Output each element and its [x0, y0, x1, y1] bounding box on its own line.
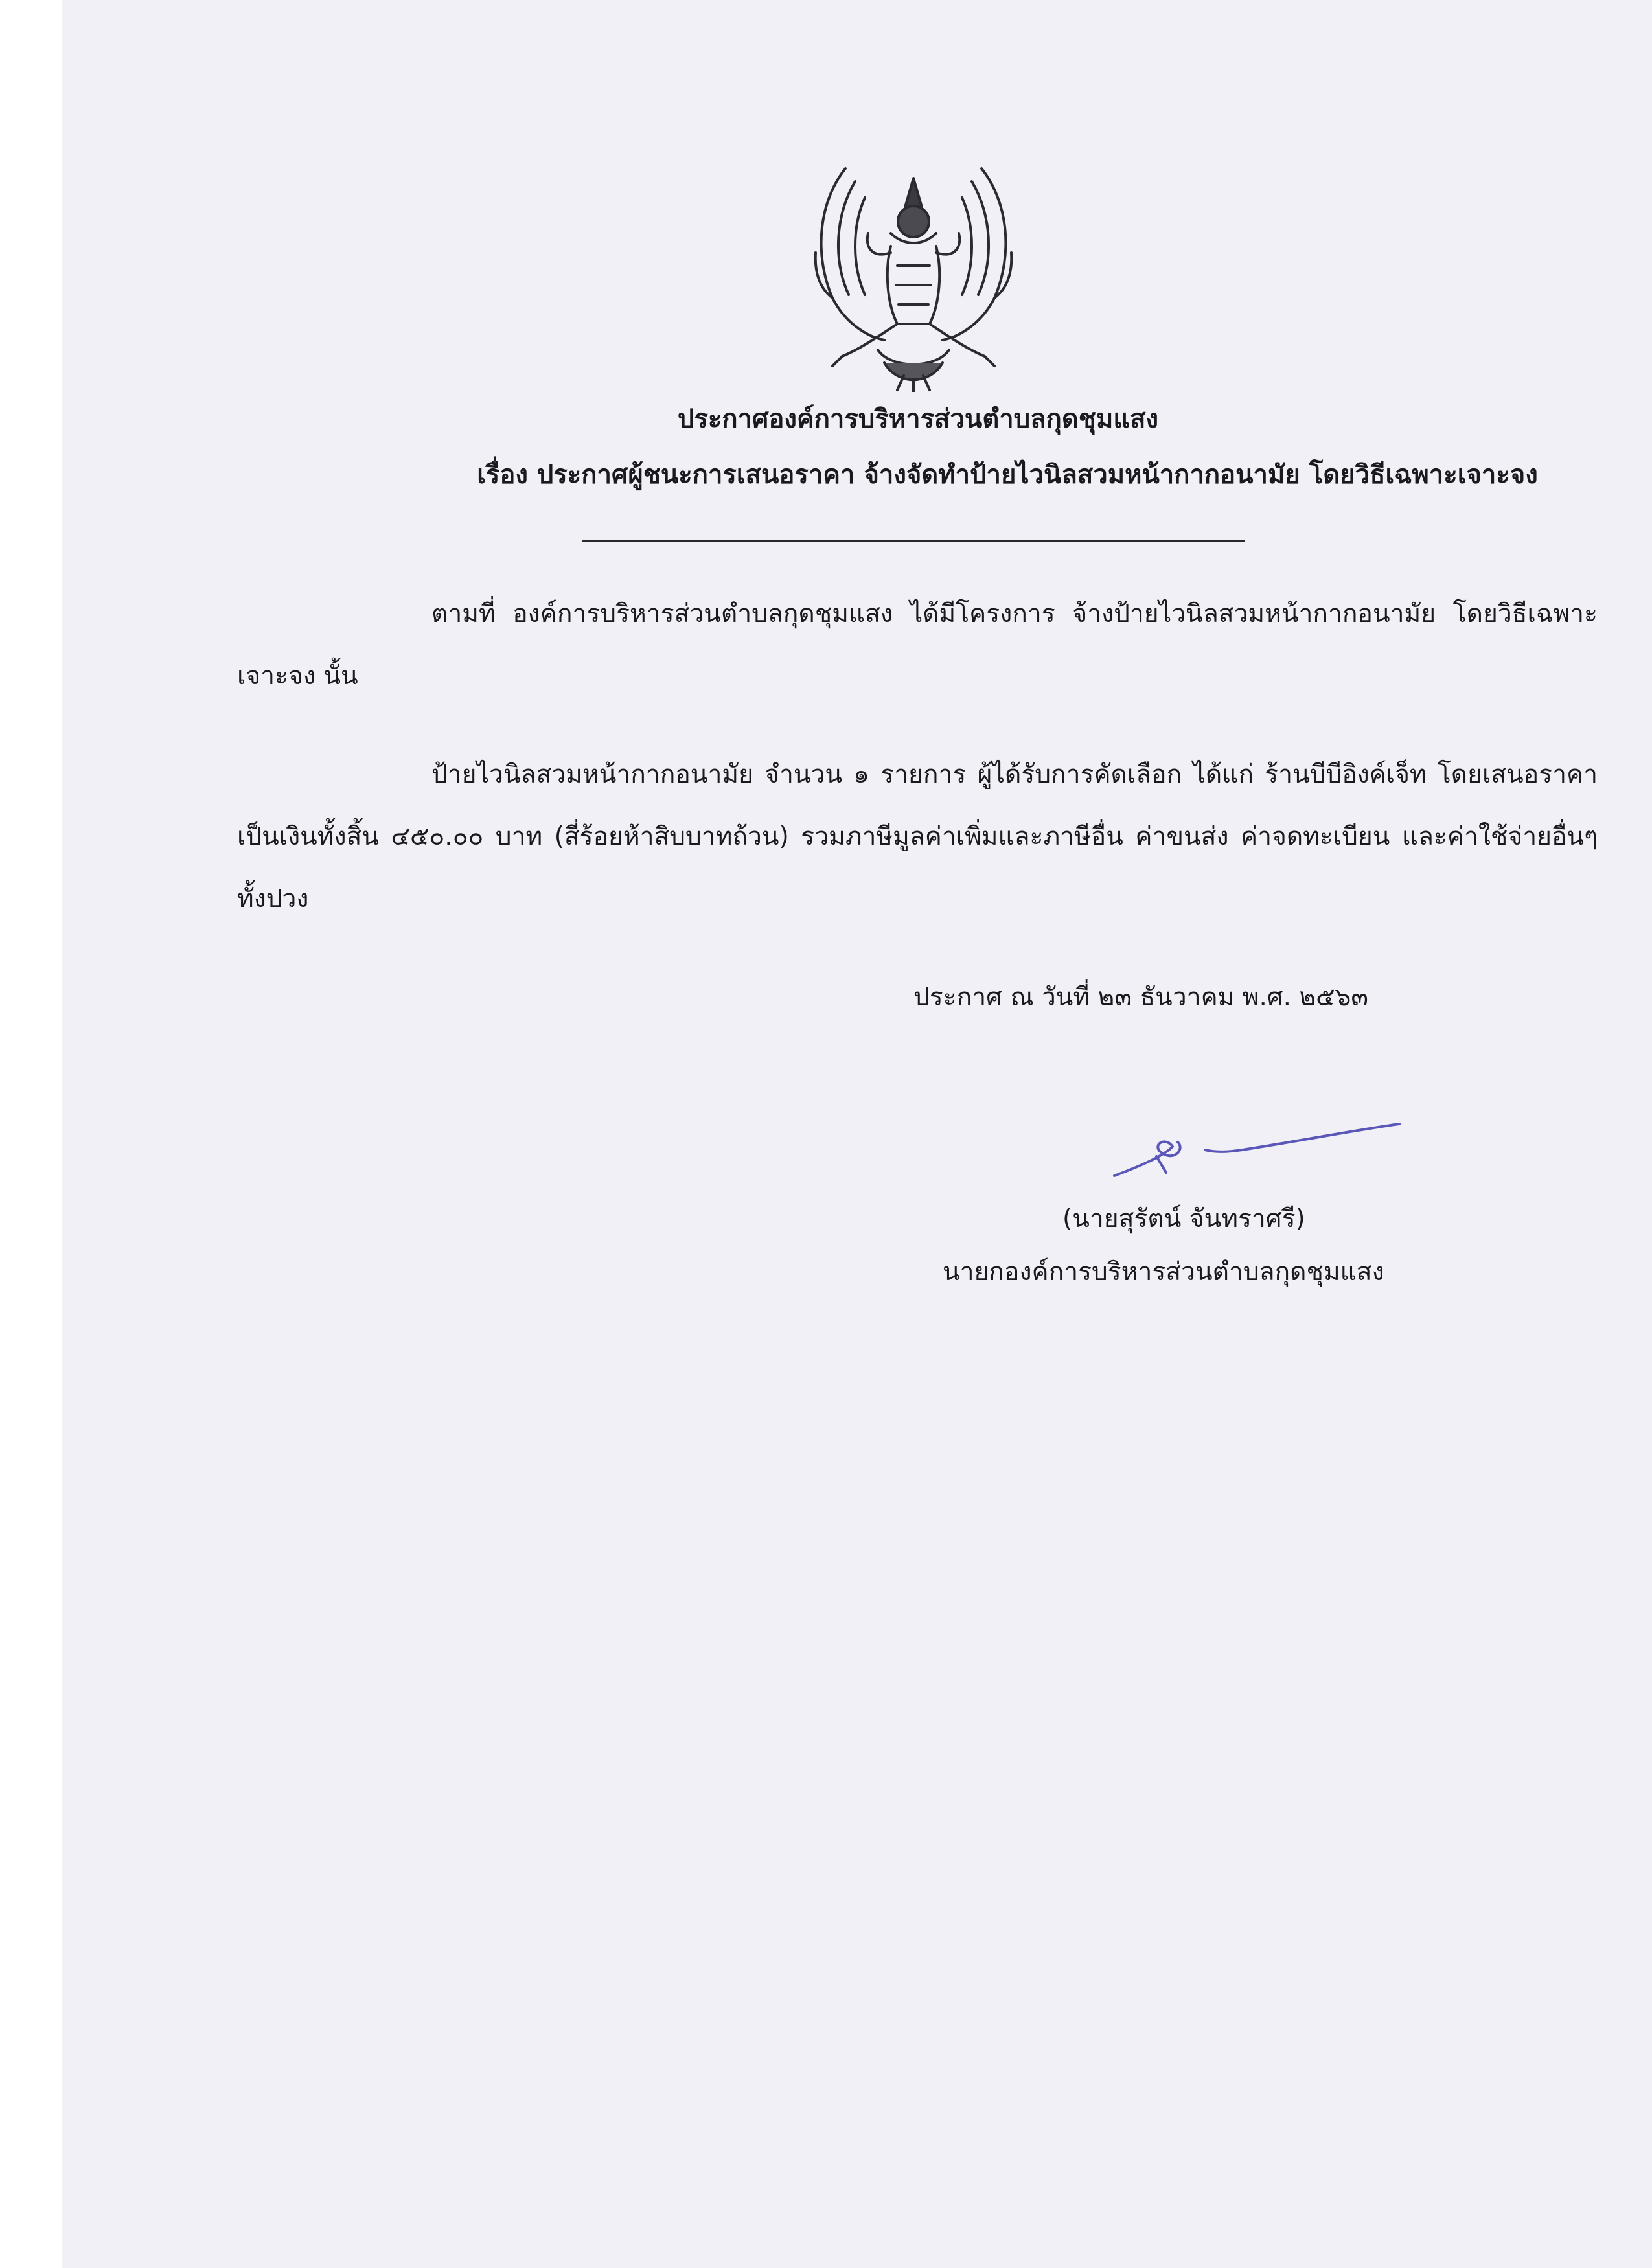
- paragraph-2: [237, 744, 1598, 930]
- paragraph-2-text: ป้ายไวนิลสวมหน้ากากอนามัย จำนวน ๑ รายการ ผู้ได้รับการคัดเลือก ได้แก่ ร้านบีบีอิงค์เจ็ท โดยเสนอราคา เป็นเงินทั้งสิ้น ๔๕๐.๐๐ บาท (สี่ร้อยห้าสิบบาทถ้วน) รวมภาษีมูลค่าเพิ่มและภาษีอื่น ค่าขนส่ง ค่าจดทะเบียน และค่าใช้จ่ายอื่นๆ ทั้งปวง: [237, 760, 1598, 913]
- document-title: ประกาศองค์การบริหารส่วนตำบลกุดชุมแสง: [677, 404, 1159, 434]
- title-divider: [582, 540, 1245, 542]
- paragraph-1: [237, 583, 1598, 707]
- scan-edge: [0, 0, 62, 2268]
- document-subject: เรื่อง ประกาศผู้ชนะการเสนอราคา จ้างจัดทำป้ายไวนิลสวมหน้ากากอนามัย โดยวิธีเฉพาะเจาะจง: [477, 460, 1538, 490]
- handwritten-signature: [1101, 1111, 1406, 1182]
- signer-position: นายกองค์การบริหารส่วนตำบลกุดชุมแสง: [943, 1257, 1384, 1287]
- announcement-date: ประกาศ ณ วันที่ ๒๓ ธันวาคม พ.ศ. ๒๕๖๓: [913, 983, 1369, 1012]
- signer-name: (นายสุรัตน์ จันทราศรี): [1062, 1204, 1305, 1233]
- garuda-emblem-icon: [807, 162, 1020, 392]
- paragraph-1-text: ตามที่ องค์การบริหารส่วนตำบลกุดชุมแสง ได้มีโครงการ จ้างป้ายไวนิลสวมหน้ากากอนามัย โดยวิธีเฉพาะเจาะจง นั้น: [237, 599, 1598, 691]
